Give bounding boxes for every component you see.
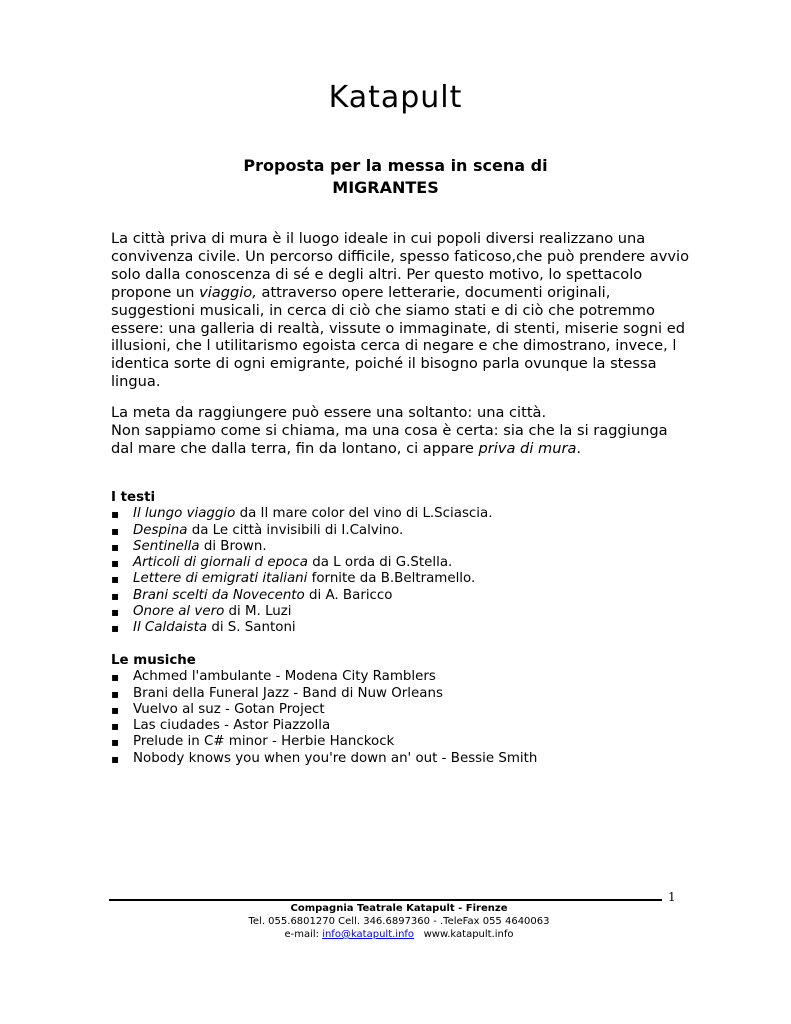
list-item: ▪ Prelude in C# minor - Herbie Hanckock [111,734,671,750]
list-item [111,620,671,636]
text-source: da Il mare color del vino di L.Sciascia. [235,506,493,522]
list-item: ▪ Las ciudades - Astor Piazzolla [111,718,671,734]
intro-italic-viaggio: viaggio, [199,283,257,301]
list-item: ▪ Brani della Funeral Jazz - Band di Nuw Orleans [111,686,671,702]
footer-company: Compagnia Teatrale Katapult - Firenze [290,903,508,914]
website-text: www.katapult.info [423,929,514,940]
text-title: Brani scelti da Novecento [133,587,305,603]
list-item [111,555,671,571]
destination-paragraph [111,404,691,458]
text-title: Il lungo viaggio [133,506,236,522]
footer-phones: Tel. 055.6801270 Cell. 346.6897360 - .TeleFax 055 4640063 [248,916,550,927]
music-section [111,653,671,767]
list-item [111,539,671,555]
contact-spacer [414,929,424,940]
music-heading: Le musiche [111,653,196,668]
text-source: da Le città invisibili di I.Calvino. [187,522,404,538]
texts-heading: I testi [111,490,156,505]
text-source: di A. Baricco [304,587,393,603]
text-source: da L orda di G.Stella. [307,555,453,571]
footer-divider [109,899,662,901]
page-number: 1 [668,890,676,904]
email-label: e-mail: [284,929,323,940]
destination-period: . [576,439,582,457]
music-list [111,669,671,767]
text-title: Despina [133,522,188,538]
title-line-1: Proposta per la messa in scena di [243,156,548,175]
footer-contacts [109,928,689,941]
text-title: Sentinella [133,538,200,554]
text-title: Lettere di emigrati italiani [133,571,308,587]
list-item [111,604,671,620]
text-title: Il Caldaista [133,620,208,636]
list-item: ▪ Nobody knows you when you're down an' out - Bessie Smith [111,751,671,767]
text-source: di S. Santoni [207,620,296,636]
intro-text-1: La città priva di mura è il luogo ideale in cui popoli diversi realizzano una convivenza civile. Un percorso difficile, spesso faticoso,che può prendere avvio solo dalla conoscenza di sé e degli altri. Per questo motivo, lo spettacolo propone un [111,230,689,301]
texts-list [111,506,671,636]
destination-line-1: La meta da raggiungere può essere una soltanto: una città. [111,404,547,421]
katapult-logo: Katapult [328,80,463,115]
email-link[interactable]: info@katapult.info [322,929,415,940]
intro-paragraph [111,230,691,391]
destination-line-2 [111,422,691,458]
list-item [111,588,671,604]
list-item [111,571,671,587]
destination-italic: priva di mura [478,439,577,457]
text-source: fornite da B.Beltramello. [307,571,476,587]
texts-section [111,490,671,637]
list-item: ▪ Achmed l'ambulante - Modena City Ramblers [111,669,671,685]
text-title: Articoli di giornali d epoca [133,555,308,571]
intro-text-2: attraverso opere letterarie, documenti originali, suggestioni musicali, in cerca di ciò che siamo stati e di ciò che potremmo essere: una galleria di realtà, vissute o immaginate, di stenti, miserie sogni ed illusioni, che l utilitarismo egoista cerca di negare e che dimostrano, invece, l identica sorte di ogni emigrante, poiché il bisogno parla ovunque la stessa lingua. [111,283,685,391]
text-source: di Brown. [199,538,267,554]
list-item [111,523,671,539]
list-item: ▪ Vuelvo al suz - Gotan Project [111,702,671,718]
document-title [0,155,791,199]
list-item [111,506,671,522]
text-source: di M. Luzi [224,604,292,620]
title-line-2: MIGRANTES [332,178,439,197]
destination-text: Non sappiamo come si chiama, ma una cosa è certa: sia che la si raggiunga dal mare che dalla terra, fin da lontano, ci appare [111,421,668,457]
text-title: Onore al vero [133,604,225,620]
